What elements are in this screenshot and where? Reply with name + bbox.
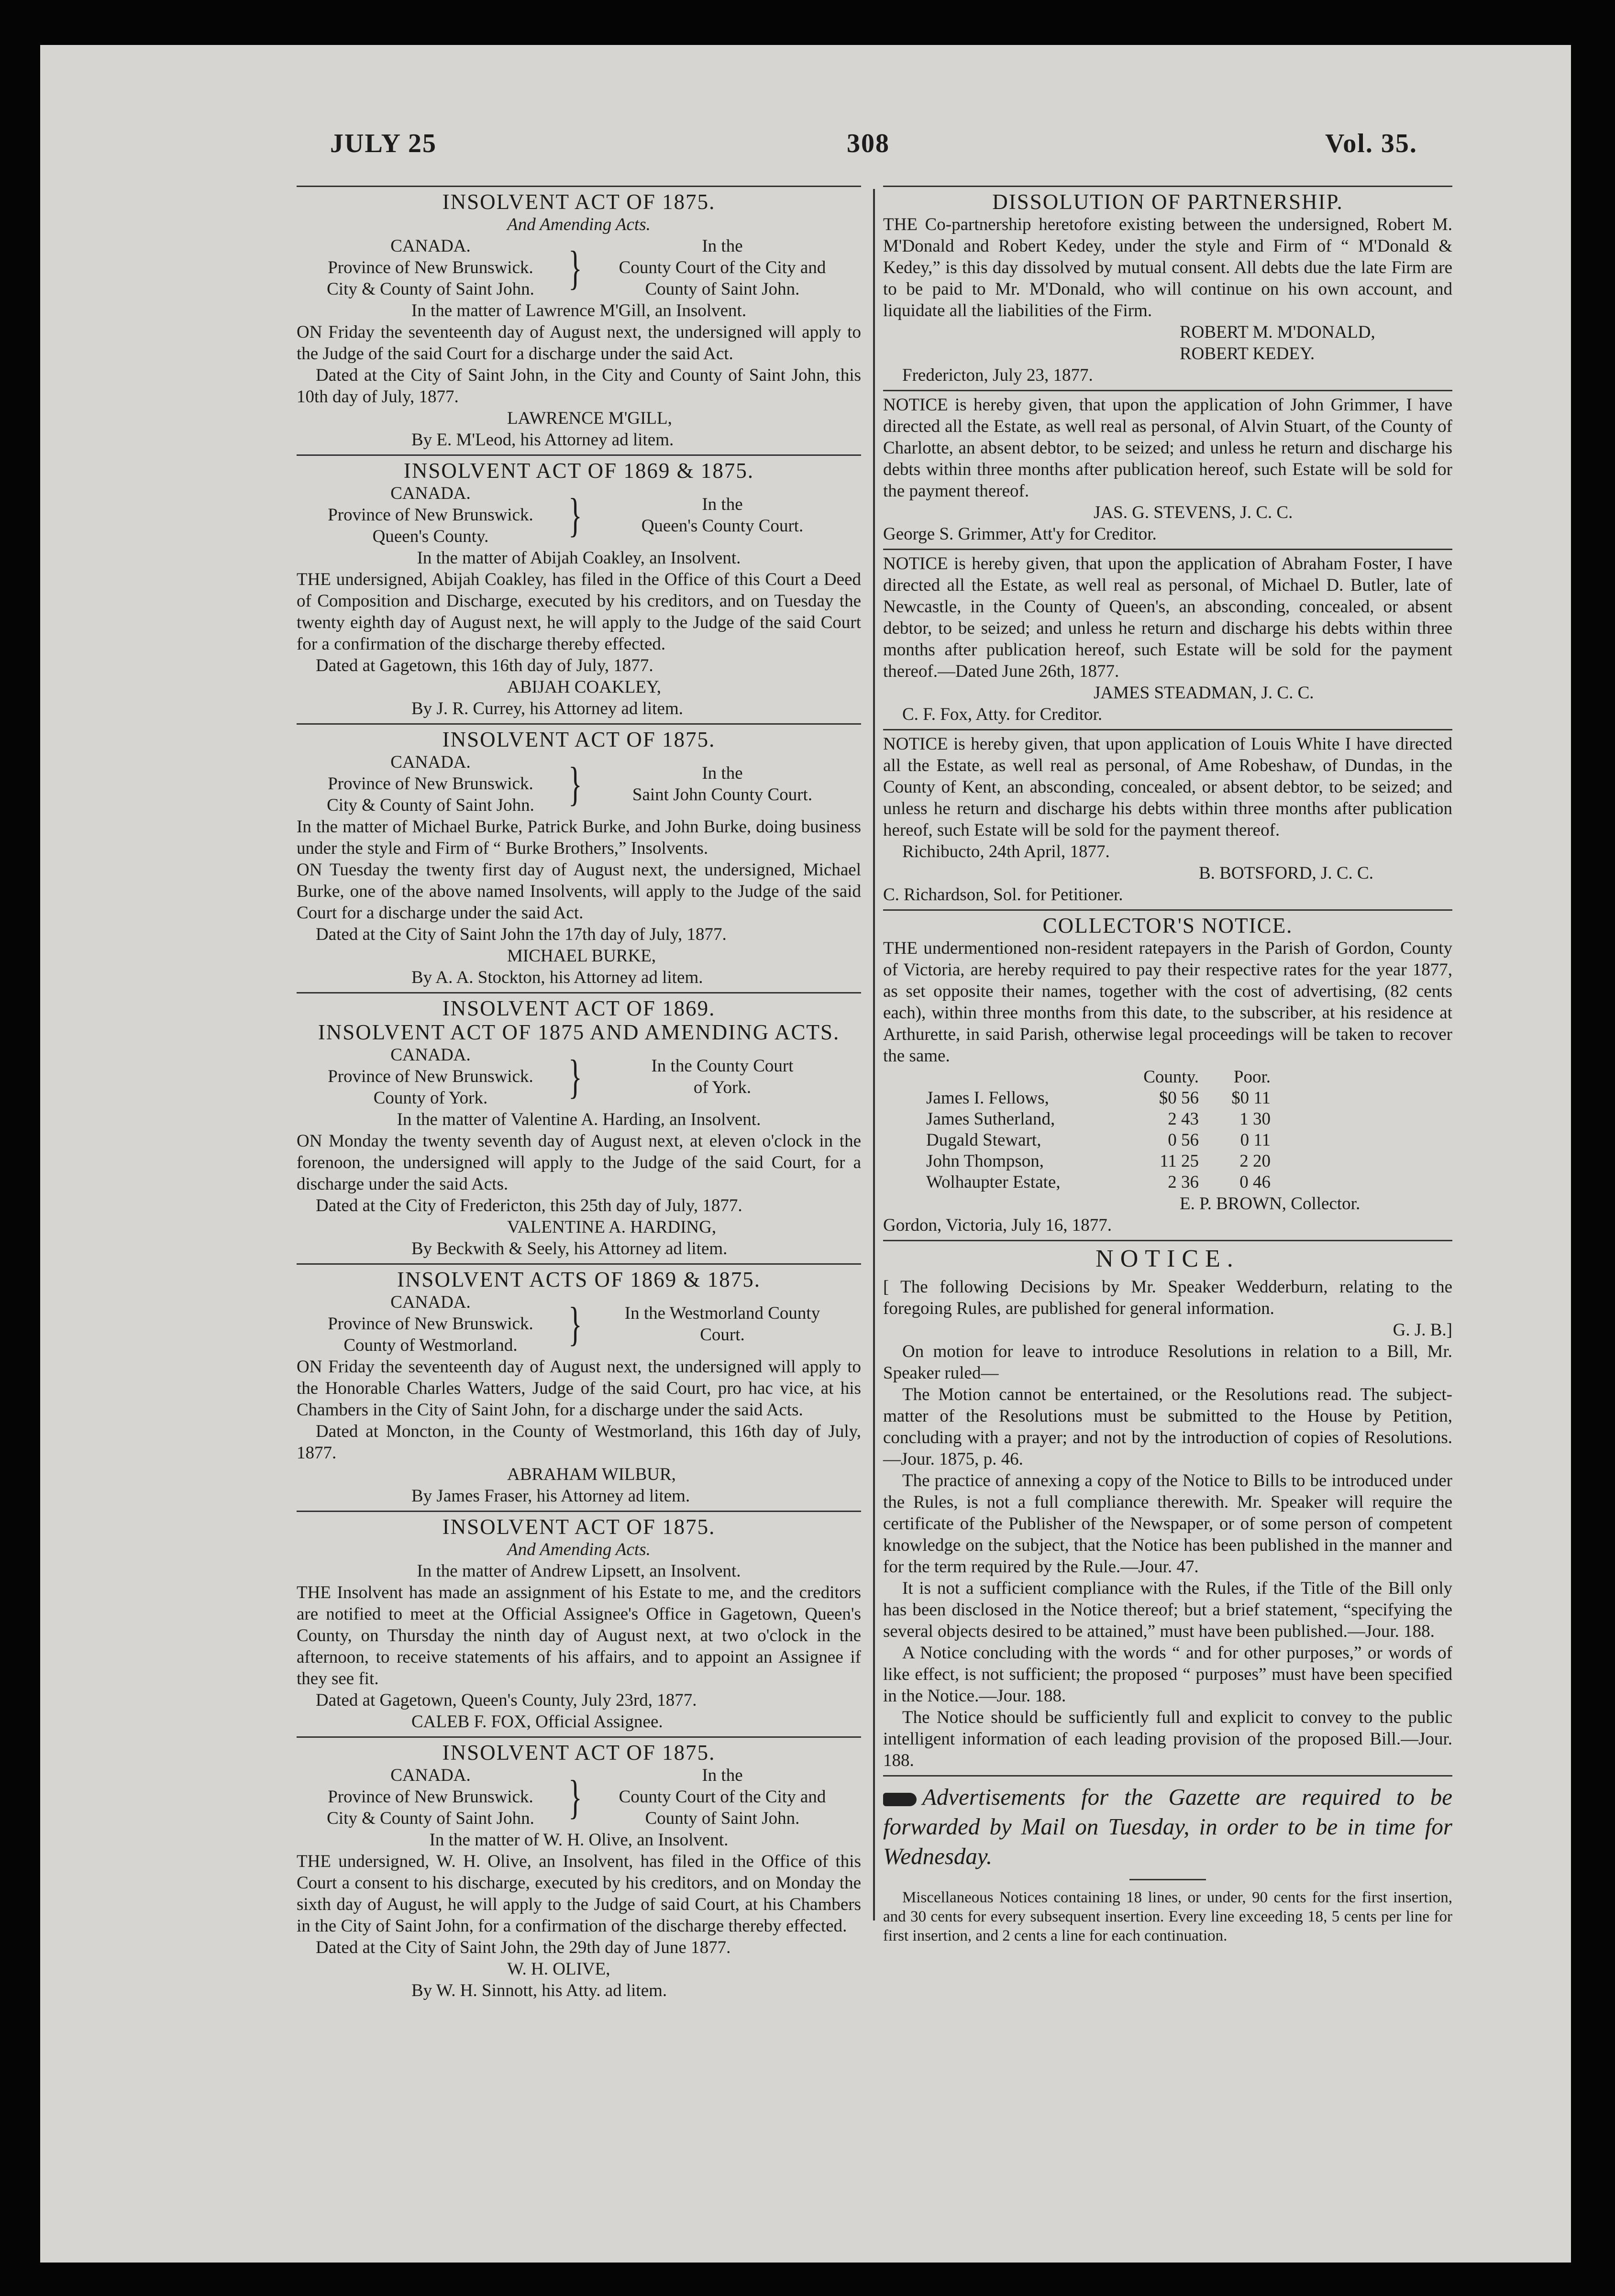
- poor-rate: 0 46: [1239, 1172, 1271, 1192]
- notice-mgill: [297, 190, 861, 451]
- section-rule: [883, 909, 1452, 911]
- section-rule: [297, 1263, 861, 1265]
- ratepayer-name: John Thompson,: [926, 1151, 1044, 1171]
- caption-left: CANADA. Province of New Brunswick. County of York.: [328, 1045, 533, 1108]
- column-divider: [873, 189, 875, 1921]
- county-rate: 0 56: [1168, 1130, 1199, 1150]
- ruling-paragraph: The Notice should be sufficiently full and explicit to convey to the public intelligent information of each leading provision of the proposed Bill.—Jour. 188.: [883, 1708, 1452, 1770]
- brace-icon: }: [568, 1770, 582, 1823]
- ruling-paragraph: It is not a sufficient compliance with the Rules, if the Title of the Bill only has been disclosed in the Notice thereof; but a brief statement, “specifying the several objects desired to be attained,” must have been published.—Jour. 188.: [883, 1578, 1452, 1641]
- notice-body: ON Friday the seventeenth day of August next, the undersigned will apply to the Honorable Charles Watters, Judge of the said Court, pro hac vice, at his Chambers in the City of Saint John, for a discharge under the said Acts.: [297, 1357, 861, 1420]
- section-rule: [883, 390, 1452, 391]
- court-caption: [297, 483, 861, 547]
- notice-body: ON Tuesday the twenty first day of August next, the undersigned, Michael Burke, one of the above named Insolvents, will apply to the Judge of the said Court for a discharge under the said Act.: [297, 860, 861, 923]
- matter-line: In the matter of Abijah Coakley, an Insolvent.: [417, 548, 741, 568]
- notice-signer: ROBERT M. M'DONALD,: [1180, 322, 1375, 342]
- notice-dated: Gordon, Victoria, July 16, 1877.: [883, 1215, 1112, 1235]
- notice-signer: ABIJAH COAKLEY,: [507, 677, 662, 697]
- ratepayer-name: Wolhaupter Estate,: [926, 1172, 1061, 1192]
- poor-rate: $0 11: [1231, 1088, 1271, 1108]
- poor-rate: 2 20: [1239, 1151, 1271, 1171]
- column-header: Poor.: [1233, 1067, 1271, 1087]
- notice-burke: [297, 728, 861, 988]
- issue-date: JULY 25: [330, 129, 437, 158]
- pointing-hand-icon: [883, 1793, 917, 1806]
- section-rule: [883, 1775, 1452, 1777]
- section-rule: [883, 729, 1452, 730]
- notice-signer: JAS. G. STEVENS, J. C. C.: [1094, 503, 1293, 522]
- left-column: [297, 182, 861, 2001]
- notice-title: INSOLVENT ACT OF 1875.: [442, 1741, 716, 1765]
- notice-harding: [297, 996, 861, 1259]
- matter-line: In the matter of Andrew Lipsett, an Insolvent.: [417, 1561, 741, 1581]
- court-caption: [297, 751, 861, 816]
- right-column: [883, 182, 1452, 1945]
- poor-rate: 1 30: [1239, 1109, 1271, 1129]
- caption-left: CANADA. Province of New Brunswick. City & County of Saint John.: [327, 236, 534, 299]
- notice-signer: W. H. OLIVE,: [507, 1959, 610, 1979]
- notice-olive: [297, 1741, 861, 2001]
- volume-number: Vol. 35.: [1325, 129, 1417, 158]
- caption-left: CANADA. Province of New Brunswick. Queen's County.: [328, 484, 533, 546]
- caption-right: In the Queen's County Court.: [641, 494, 804, 536]
- notice-body: THE Insolvent has made an assignment of his Estate to me, and the creditors are notified to meet at the Official Assignee's Office in Gagetown, Queen's County, on Thursday the ninth day of August next, at two o'clock in the afternoon, to receive statements of his affairs, and to appoint an Assignee if they see fit.: [297, 1583, 861, 1689]
- ruling-paragraph: A Notice concluding with the words “ and for other purposes,” or words of like effect, is not sufficient; the proposed “ purposes” must have been specified in the Notice.—Jour. 188.: [883, 1643, 1452, 1706]
- notice-dated: Dated at the City of Fredericton, this 25th day of July, 1877.: [316, 1196, 742, 1215]
- county-rate: 2 36: [1168, 1172, 1199, 1192]
- notice-botsford: [883, 733, 1452, 905]
- notice-wilbur: [297, 1268, 861, 1507]
- court-caption: [297, 235, 861, 300]
- ruling-paragraph: The Motion cannot be entertained, or the Resolutions read. The subject-matter of the Resolutions must be submitted to the House by Petition, concluding with a prayer; and not by the introduction of copies of Resolutions.—Jour. 1875, p. 46.: [883, 1385, 1452, 1469]
- notice-signer-2: ROBERT KEDEY.: [1180, 344, 1315, 364]
- notice-body: THE undersigned, W. H. Olive, an Insolvent, has filed in the Office of this Court a consent to his discharge, executed by his creditors, and on Monday the sixth day of August, he will apply to the Judge of said Court, at his Chambers in the City of Saint John, for a confirmation of the discharge thereby effected.: [297, 1852, 861, 1936]
- ruling-paragraph: The practice of annexing a copy of the Notice to Bills to be introduced under the Rules, is not a full compliance therewith. Mr. Speaker will require the certificate of the Publisher of the Newspaper, or of some person of competent knowledge on the subject, that the Notice has been published in the manner and for the term required by the Rule.—Jour. 47.: [883, 1471, 1452, 1577]
- matter-line: In the matter of W. H. Olive, an Insolvent.: [429, 1830, 729, 1850]
- court-caption: [297, 1044, 861, 1109]
- notice-signer: MICHAEL BURKE,: [507, 946, 656, 966]
- notice-lipsett: [297, 1515, 861, 1733]
- table-row: [921, 1109, 1275, 1130]
- notice-subtitle: And Amending Acts.: [507, 215, 651, 234]
- notice-attorney: By James Fraser, his Attorney ad litem.: [411, 1486, 690, 1506]
- caption-left: CANADA. Province of New Brunswick. City & County of Saint John.: [327, 752, 534, 815]
- brace-icon: }: [568, 241, 582, 294]
- county-rate: 11 25: [1160, 1151, 1199, 1171]
- caption-right: In the Westmorland County Court.: [624, 1303, 820, 1345]
- speaker-notice: [883, 1245, 1452, 1771]
- section-rule: [297, 186, 861, 187]
- notice-title: COLLECTOR'S NOTICE.: [1042, 914, 1293, 938]
- county-rate: 2 43: [1168, 1109, 1199, 1129]
- notice-title: INSOLVENT ACT OF 1875.: [442, 1515, 716, 1539]
- notice-dated: Fredericton, July 23, 1877.: [902, 365, 1093, 385]
- table-row: [921, 1172, 1275, 1193]
- notice-dated: Dated at Gagetown, this 16th day of July, 1877.: [316, 656, 653, 675]
- notice-dated: Dated at the City of Saint John, in the City and County of Saint John, this 10th day of July, 1877.: [297, 365, 861, 407]
- notice-steadman: [883, 553, 1452, 725]
- section-rule: [883, 1240, 1452, 1241]
- caption-right: In the County Court of the City and County of Saint John.: [619, 1766, 826, 1828]
- notice-body: NOTICE is hereby given, that upon application of Louis White I have directed all the Estate, as well real as personal, of Ame Robeshaw, of Dundas, in the County of Kent, an absconding, concealed, or absent debtor, to be seized; and unless he return and discharge his debts within three months after publication hereof, such Estate will be sold for the payment thereof.: [883, 734, 1452, 840]
- notice-attorney: By Beckwith & Seely, his Attorney ad litem.: [411, 1239, 728, 1258]
- notice-title: INSOLVENT ACT OF 1869 & 1875.: [403, 459, 754, 483]
- section-rule: [297, 454, 861, 456]
- notice-title-2: INSOLVENT ACT OF 1875 AND AMENDING ACTS.: [318, 1020, 840, 1044]
- table-row: [921, 1151, 1275, 1172]
- notice-title: DISSOLUTION OF PARTNERSHIP.: [992, 190, 1343, 214]
- table-row: [921, 1088, 1275, 1109]
- notice-attorney: By A. A. Stockton, his Attorney ad litem.: [411, 968, 703, 987]
- table-row: [921, 1130, 1275, 1151]
- page-number: 308: [847, 129, 890, 158]
- notice-title: INSOLVENT ACTS OF 1869 & 1875.: [397, 1268, 761, 1292]
- ratepayer-name: Dugald Stewart,: [926, 1130, 1041, 1150]
- notice-signer: B. BOTSFORD, J. C. C.: [1199, 863, 1373, 883]
- notice-title: INSOLVENT ACT OF 1875.: [442, 190, 716, 214]
- notice-dated: Dated at Gagetown, Queen's County, July 23rd, 1877.: [316, 1690, 697, 1710]
- notice-attorney: George S. Grimmer, Att'y for Creditor.: [883, 524, 1157, 544]
- court-caption: [297, 1292, 861, 1356]
- collectors-notice: [883, 914, 1452, 1236]
- notice-body: THE undersigned, Abijah Coakley, has filed in the Office of this Court a Deed of Composition and Discharge, executed by his creditors, and on Tuesday the twenty eighth day of August next, he will apply to the Judge of the said Court for a confirmation of the discharge thereby effected.: [297, 570, 861, 654]
- rates-table: [921, 1067, 1275, 1193]
- caption-left: CANADA. Province of New Brunswick. County of Westmorland.: [328, 1292, 533, 1355]
- notice-attorney: By W. H. Sinnott, his Atty. ad litem.: [411, 1981, 667, 2000]
- notice-attorney: C. Richardson, Sol. for Petitioner.: [883, 885, 1123, 905]
- notice-title: INSOLVENT ACT OF 1875.: [442, 728, 716, 751]
- caption-right: In the Saint John County Court.: [632, 763, 813, 805]
- advertisement-notice: [883, 1782, 1452, 1945]
- notice-body: NOTICE is hereby given, that upon the application of Abraham Foster, I have directed all the Estate, as well real as personal, of Michael D. Butler, late of Newcastle, in the County of Queen's, an absconding, concealed, or absent debtor, to be seized; and unless he return and discharge his debts within three months after publication hereof, such Estate will be sold for the payment thereof.—Dated June 26th, 1877.: [883, 554, 1452, 681]
- notice-signer: E. P. BROWN, Collector.: [1180, 1194, 1361, 1214]
- notice-dated: Dated at the City of Saint John, the 29th day of June 1877.: [316, 1938, 731, 1957]
- matter-line: In the matter of Valentine A. Harding, an Insolvent.: [397, 1110, 761, 1129]
- column-header: County.: [1143, 1067, 1199, 1087]
- ratepayer-name: James I. Fellows,: [926, 1088, 1049, 1108]
- short-rule: [1129, 1879, 1206, 1880]
- section-rule: [883, 186, 1452, 187]
- misc-rates-text: Miscellaneous Notices containing 18 lines, or under, 90 cents for the first insertion, and 30 cents for every subsequent insertion. Every line exceeding 18, 5 cents per line for first insertion, and 2 cents a line for each continuation.: [883, 1889, 1452, 1944]
- section-rule: [883, 549, 1452, 550]
- section-rule: [297, 723, 861, 725]
- notice-body: ON Friday the seventeenth day of August next, the undersigned will apply to the Judge of the said Court for a discharge under the said Act.: [297, 322, 861, 364]
- caption-right: In the County Court of the City and County of Saint John.: [619, 236, 826, 299]
- notice-signer: JAMES STEADMAN, J. C. C.: [1094, 683, 1314, 703]
- caption-right: In the County Court of York.: [651, 1056, 794, 1097]
- notice-signer: VALENTINE A. HARDING,: [507, 1217, 717, 1237]
- notice-dated: Dated at the City of Saint John the 17th day of July, 1877.: [316, 925, 727, 944]
- notice-stevens: [883, 394, 1452, 545]
- brace-icon: }: [568, 488, 582, 541]
- brace-icon: }: [568, 1297, 582, 1350]
- notice-dated: Richibucto, 24th April, 1877.: [902, 842, 1110, 861]
- brace-icon: }: [568, 757, 582, 810]
- county-rate: $0 56: [1159, 1088, 1199, 1108]
- matter-line: In the matter of Lawrence M'Gill, an Insolvent.: [411, 301, 747, 320]
- ratepayer-name: James Sutherland,: [926, 1109, 1055, 1129]
- section-rule: [297, 1511, 861, 1512]
- section-rule: [297, 992, 861, 993]
- notice-title: INSOLVENT ACT OF 1869.: [442, 996, 716, 1020]
- notice-body: ON Monday the twenty seventh day of August next, at eleven o'clock in the forenoon, the undersigned will apply to the Judge of the said Court, for a discharge under the said Acts.: [297, 1131, 861, 1194]
- notice-subtitle: And Amending Acts.: [507, 1540, 651, 1559]
- notice-body: THE Co-partnership heretofore existing between the undersigned, Robert M. M'Donald and Robert Kedey, under the style and Firm of “ M'Donald & Kedey,” is this day dissolved by mutual consent. All debts due the late Firm are to be paid to Mr. M'Donald, who will continue on his own account, and liquidate all the liabilities of the Firm.: [883, 215, 1452, 320]
- notice-signer: LAWRENCE M'GILL,: [507, 408, 672, 428]
- notice-signer: ABRAHAM WILBUR,: [507, 1465, 676, 1484]
- notice-intro-sign: G. J. B.]: [1393, 1320, 1452, 1340]
- notice-body: NOTICE is hereby given, that upon the application of John Grimmer, I have directed all the Estate, as well real as personal, of Alvin Stuart, of the County of Charlotte, an absent debtor, to be seized; and unless he return and discharge his debts within three months after publication hereof, such Estate will be sold for the payment thereof.: [883, 395, 1452, 501]
- notice-dated: Dated at Moncton, in the County of Westmorland, this 16th day of July, 1877.: [297, 1422, 861, 1463]
- section-rule: [297, 1736, 861, 1738]
- notice-attorney: By E. M'Leod, his Attorney ad litem.: [411, 430, 674, 450]
- notice-attorney: C. F. Fox, Atty. for Creditor.: [902, 705, 1103, 724]
- notice-signer: CALEB F. FOX, Official Assignee.: [411, 1712, 663, 1732]
- court-caption: [297, 1765, 861, 1829]
- dissolution-notice: [883, 190, 1452, 386]
- notice-intro: [ The following Decisions by Mr. Speaker Wedderburn, relating to the foregoing Rules, are published for general information.: [883, 1277, 1452, 1318]
- ruling-paragraph: On motion for leave to introduce Resolutions in relation to a Bill, Mr. Speaker ruled—: [883, 1342, 1452, 1383]
- matter-line: In the matter of Michael Burke, Patrick Burke, and John Burke, doing business under the style and Firm of “ Burke Brothers,” Insolvents.: [297, 817, 861, 858]
- notice-attorney: By J. R. Currey, his Attorney ad litem.: [411, 699, 683, 718]
- ad-deadline-text: Advertisements for the Gazette are required to be forwarded by Mail on Tuesday, in order to be in time for Wednesday.: [883, 1784, 1452, 1869]
- notice-title: NOTICE.: [1095, 1245, 1240, 1272]
- notice-body: THE undermentioned non-resident ratepayers in the Parish of Gordon, County of Victoria, are hereby required to pay their respective rates for the year 1877, as set opposite their names, together with the cost of advertising, (82 cents each), within three months from this date, to the subscriber, at his residence at Arthurette, in said Parish, otherwise legal proceedings will be taken to recover the same.: [883, 938, 1452, 1066]
- caption-left: CANADA. Province of New Brunswick. City & County of Saint John.: [327, 1766, 534, 1828]
- brace-icon: }: [568, 1049, 582, 1103]
- poor-rate: 0 11: [1240, 1130, 1271, 1150]
- rates-header: [921, 1067, 1275, 1088]
- notice-coakley: [297, 459, 861, 719]
